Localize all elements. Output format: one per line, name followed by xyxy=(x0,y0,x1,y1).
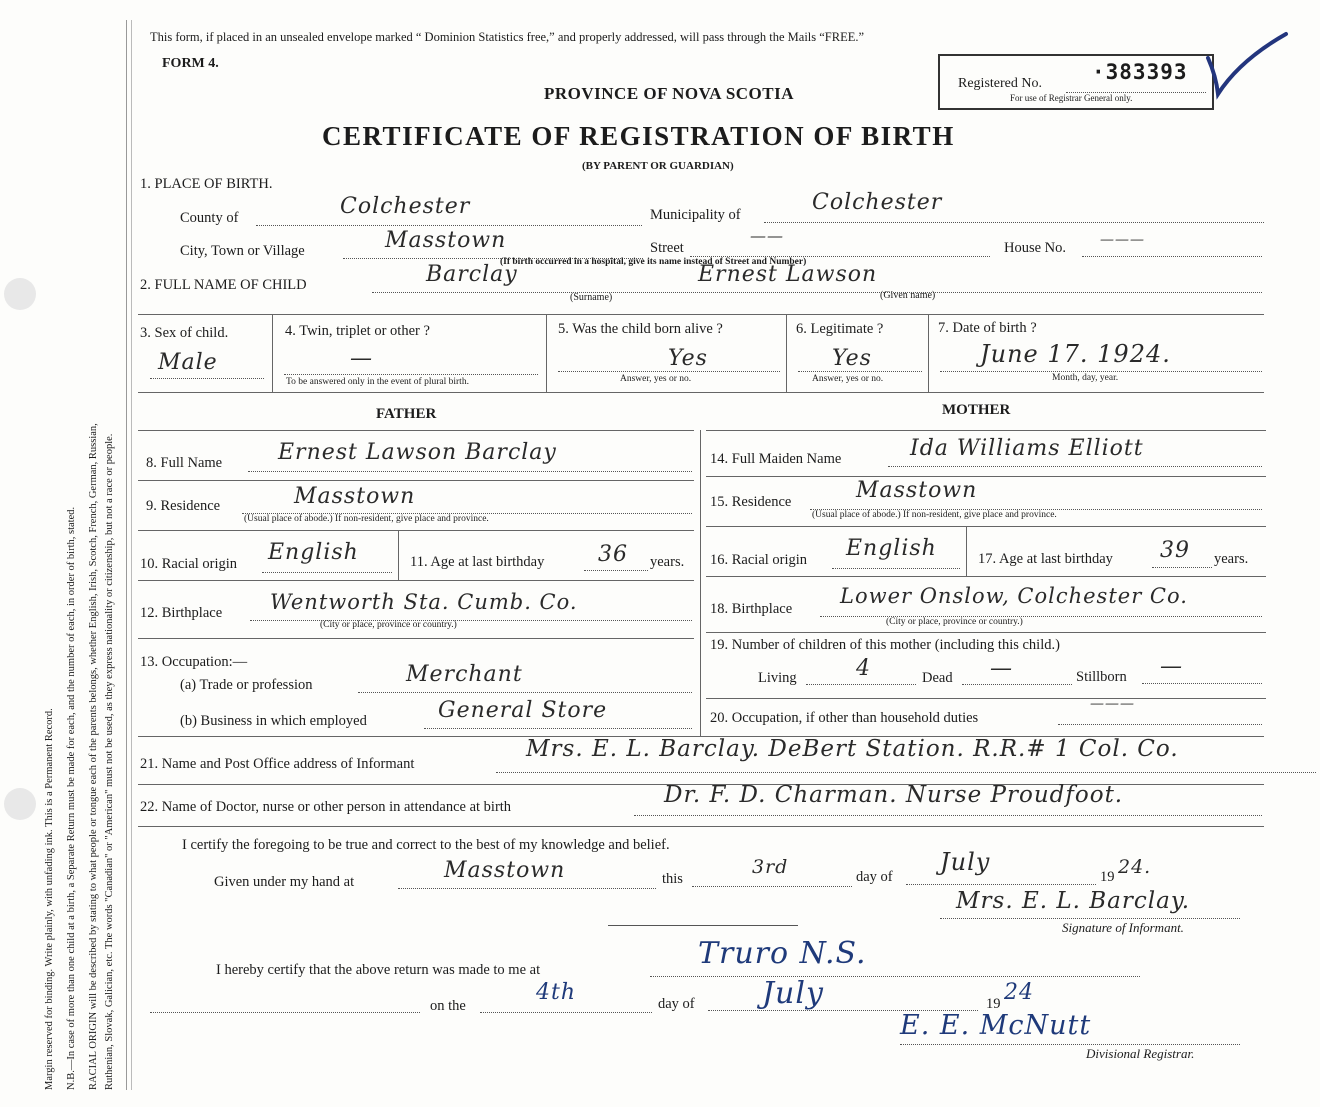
given-place: Masstown xyxy=(444,858,566,883)
business-label: (b) Business in which employed xyxy=(180,713,367,729)
living-label: Living xyxy=(758,670,797,686)
informant-value: Mrs. E. L. Barclay. DeBert Station. R.R.# 1 Col. Co. xyxy=(526,736,1179,762)
municipality-label: Municipality of xyxy=(650,207,741,223)
registrar-caption: Divisional Registrar. xyxy=(1086,1046,1195,1061)
children-count-label: 19. Number of children of this mother (including this child.) xyxy=(710,637,1060,653)
margin-line-2: N.B.—In case of more than one child at a birth, a Separate Return must be made for each, and the number of each, in order of birth, stated. xyxy=(66,506,77,1090)
father-residence: Masstown xyxy=(294,484,416,509)
informant-label: 21. Name and Post Office address of Informant xyxy=(140,756,415,772)
sex-value: Male xyxy=(158,350,218,375)
margin-rule xyxy=(126,20,127,1090)
mother-age: 39 xyxy=(1160,538,1190,563)
twin-caption: To be answered only in the event of plural birth. xyxy=(286,377,469,387)
father-age-label: 11. Age at last birthday xyxy=(410,554,545,570)
certify-statement: I certify the foregoing to be true and correct to the best of my knowledge and belief. xyxy=(182,837,670,853)
sex-label: 3. Sex of child. xyxy=(140,325,229,341)
father-name: Ernest Lawson Barclay xyxy=(278,440,557,465)
stillborn-value: — xyxy=(1160,654,1183,679)
father-heading: FATHER xyxy=(376,406,437,422)
alive-caption: Answer, yes or no. xyxy=(620,374,692,384)
mother-name-label: 14. Full Maiden Name xyxy=(710,451,842,467)
mother-race-label: 16. Racial origin xyxy=(710,552,808,568)
father-name-label: 8. Full Name xyxy=(146,455,223,471)
legitimate-label: 6. Legitimate ? xyxy=(796,321,884,337)
registrar-signature: E. E. McNutt xyxy=(900,1010,1092,1041)
mother-birthplace-caption: (City or place, province or country.) xyxy=(886,617,1023,627)
legitimate-caption: Answer, yes or no. xyxy=(812,374,884,384)
father-birthplace: Wentworth Sta. Cumb. Co. xyxy=(270,590,578,614)
given-caption: (Given name) xyxy=(880,290,936,301)
mother-race: English xyxy=(846,536,937,561)
margin-line-1: Margin reserved for binding. Write plainly, with unfading ink. This is a Permanent Record. xyxy=(44,708,55,1090)
father-age: 36 xyxy=(598,542,628,567)
doctor-value: Dr. F. D. Charman. Nurse Proudfoot. xyxy=(664,782,1124,808)
father-residence-caption: (Usual place of abode.) If non-resident, give place and province. xyxy=(244,514,489,524)
street-label: Street xyxy=(650,240,684,256)
father-years: years. xyxy=(650,554,685,570)
mother-age-label: 17. Age at last birthday xyxy=(978,551,1113,567)
father-residence-label: 9. Residence xyxy=(146,498,221,514)
mother-occupation: ——— xyxy=(1090,696,1135,712)
given-year-prefix: 19 xyxy=(1100,869,1115,885)
page-title: CERTIFICATE OF REGISTRATION OF BIRTH xyxy=(322,121,955,151)
this-label: this xyxy=(662,871,683,887)
registered-label: Registered No. xyxy=(958,76,1042,91)
house-value: ——— xyxy=(1100,232,1145,248)
day-of-label: day of xyxy=(856,869,893,885)
father-occupation-label: 13. Occupation:— xyxy=(140,654,248,670)
dob-caption: Month, day, year. xyxy=(1052,373,1119,383)
binding-margin xyxy=(0,0,130,1107)
business-value: General Store xyxy=(438,698,608,723)
street-value: —— xyxy=(750,226,784,245)
mother-birthplace: Lower Onslow, Colchester Co. xyxy=(840,584,1188,608)
dob-value: June 17. 1924. xyxy=(980,340,1171,368)
province-heading: PROVINCE OF NOVA SCOTIA xyxy=(544,84,795,103)
municipality-value: Colchester xyxy=(812,190,943,215)
form-number: FORM 4. xyxy=(162,56,219,71)
place-of-birth-heading: 1. PLACE OF BIRTH. xyxy=(140,176,273,192)
stillborn-label: Stillborn xyxy=(1076,669,1127,685)
father-race: English xyxy=(268,540,359,565)
doctor-label: 22. Name of Doctor, nurse or other person in attendance at birth xyxy=(140,799,512,815)
mother-occupation-label: 20. Occupation, if other than household duties xyxy=(710,710,979,726)
mother-name: Ida Williams Elliott xyxy=(910,436,1144,461)
trade-value: Merchant xyxy=(406,662,523,687)
twin-value: — xyxy=(350,346,373,371)
mother-years: years. xyxy=(1214,551,1249,567)
mother-birthplace-label: 18. Birthplace xyxy=(710,601,793,617)
child-surname: Barclay xyxy=(426,262,518,287)
given-label: Given under my hand at xyxy=(214,874,355,890)
dead-value: — xyxy=(990,656,1013,681)
house-label: House No. xyxy=(1004,240,1067,256)
alive-value: Yes xyxy=(668,346,708,371)
registrar-year: 24 xyxy=(1004,980,1034,1005)
registrar-note: For use of Registrar General only. xyxy=(1010,93,1133,103)
margin-line-4: Ruthenian, Slovak, Galician, etc. The words "Canadian" or "American" must not be used, as they express nationality or citizenship, but not a race or people. xyxy=(104,433,115,1090)
trade-label: (a) Trade or profession xyxy=(180,677,313,693)
mother-residence: Masstown xyxy=(856,478,978,503)
county-label: County of xyxy=(180,210,239,226)
mother-residence-label: 15. Residence xyxy=(710,494,792,510)
mother-residence-caption: (Usual place of abode.) If non-resident, give place and province. xyxy=(812,510,1057,520)
informant-signature: Mrs. E. L. Barclay. xyxy=(956,888,1191,914)
given-month: July xyxy=(940,848,991,876)
child-name-label: 2. FULL NAME OF CHILD xyxy=(140,277,307,293)
city-value: Masstown xyxy=(385,228,507,253)
check-mark-icon xyxy=(1200,30,1300,102)
twin-label: 4. Twin, triplet or other ? xyxy=(285,323,430,339)
father-birthplace-label: 12. Birthplace xyxy=(140,605,223,621)
county-value: Colchester xyxy=(340,194,471,219)
on-the-label: on the xyxy=(430,998,466,1014)
registrar-month: July xyxy=(762,976,824,1011)
surname-caption: (Surname) xyxy=(570,292,613,303)
living-value: 4 xyxy=(856,656,871,681)
hospital-note: (If birth occurred in a hospital, give its name instead of Street and Number) xyxy=(500,257,807,267)
legitimate-value: Yes xyxy=(832,346,872,371)
dead-label: Dead xyxy=(922,670,953,686)
margin-rule-2 xyxy=(131,20,132,1090)
registrar-statement: I hereby certify that the above return was made to me at xyxy=(216,962,541,978)
alive-label: 5. Was the child born alive ? xyxy=(558,321,723,337)
registrar-day: 4th xyxy=(536,980,577,1005)
given-year: 24. xyxy=(1118,856,1152,878)
registrar-place: Truro N.S. xyxy=(698,936,867,971)
mail-notice: This form, if placed in an unsealed envelope marked “ Dominion Statistics free,” and properly addressed, will pass through the Mails “FREE.” xyxy=(150,30,865,44)
given-day: 3rd xyxy=(752,856,789,878)
father-birthplace-caption: (City or place, province or country.) xyxy=(320,620,457,630)
page-subtitle: (BY PARENT OR GUARDIAN) xyxy=(582,160,734,172)
registrar-day-of-label: day of xyxy=(658,996,695,1012)
father-race-label: 10. Racial origin xyxy=(140,556,238,572)
registered-number: ·383393 xyxy=(1092,60,1188,84)
dob-label: 7. Date of birth ? xyxy=(938,320,1037,336)
city-label: City, Town or Village xyxy=(180,243,305,259)
registrar-year-prefix: 19 xyxy=(986,996,1001,1012)
informant-signature-caption: Signature of Informant. xyxy=(1062,920,1184,935)
child-given-name: Ernest Lawson xyxy=(698,262,878,287)
mother-heading: MOTHER xyxy=(942,402,1011,418)
margin-line-3: RACIAL ORIGIN will be described by stating to what people or tongue each of the parents belongs, whether English, Irish, Scotch, French, German, Russian, xyxy=(88,423,99,1090)
